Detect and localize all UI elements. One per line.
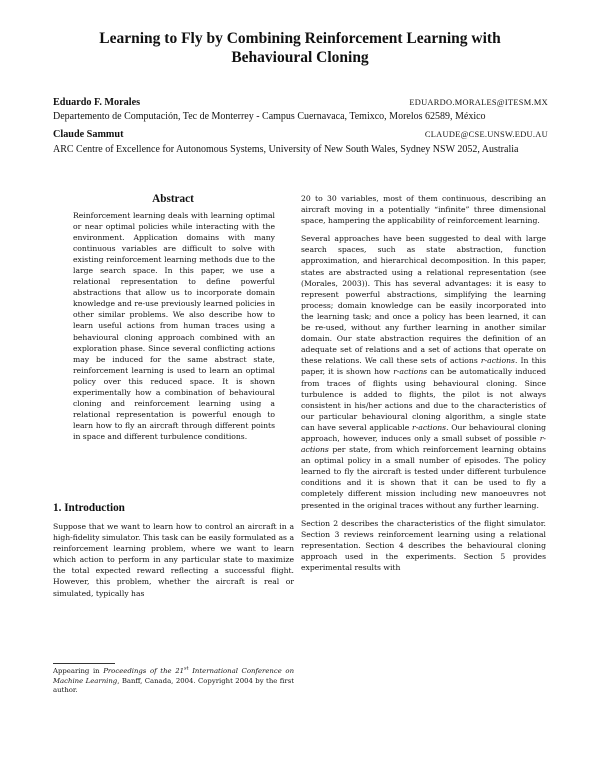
footnote-venue-pre: Proceedings of the 21 <box>103 667 184 675</box>
author-1-email: EDUARDO.MORALES@ITESM.MX <box>409 98 548 107</box>
paragraph-continuation: 20 to 30 variables, most of them continuous, describing an aircraft moving in a potentially “infinite” three dimensional space, hampering the applicability of reinforcement learning. <box>301 194 546 226</box>
author-2-line <box>53 129 548 143</box>
introduction-text: Suppose that we want to learn how to control an aircraft in a high-fidelity simulator. This task can be easily formulated as a reinforcement learning problem, where we want to learn which action to perform in any particular state to maximize the total expected reward reflecting a successful flight. However, this problem, whether the aircraft is real or simulated, typically has <box>53 522 294 598</box>
paragraph-approaches-part-e: per state, from which reinforcement learning obtains an optimal policy in a small number of episodes. The policy learned to fly the aircraft is tested under different turbulence conditions and it is shown that it can be used to fly a completely different mission including new manoeuvres not presented in the original traces without any further learning. <box>301 445 546 510</box>
paragraph-approaches-part-b: . In this paper, it is shown how <box>301 356 546 377</box>
footnote <box>53 667 294 696</box>
author-2-email: CLAUDE@CSE.UNSW.EDU.AU <box>424 130 548 139</box>
term-r-actions-3: r-actions <box>412 422 447 432</box>
author-2-name: Claude Sammut <box>53 129 124 140</box>
footnote-prefix: Appearing in <box>53 667 104 675</box>
footnote-venue-post: International Conference on Machine Learning <box>53 667 295 685</box>
author-1-affiliation: Departemento de Computación, Tec de Monterrey - Campus Cuernavaca, Temixco, Morelos 62589, México <box>53 111 486 122</box>
paragraph-approaches <box>301 233 546 510</box>
term-r-actions-4: r-actions <box>301 433 546 455</box>
paragraph-approaches-part-d: . Our behavioural cloning approach, however, induces only a small subset of possible <box>301 422 547 443</box>
right-column <box>301 193 546 580</box>
paragraph-approaches-part-a: Several approaches have been suggested to deal with large search spaces, such as state abstraction, function approximation, and hierarchical decomposition. In this paper, states are abstracted using a relational representation (see (Morales, 2003)). This has several advantages: it is easy to represent powerful abstractions, simplifying the learning process; domain knowledge can be easily incorporated into the learning task; and once a policy has been learned, it can be re-used, without any further learning in another similar domain. Our state abstraction requires the definition of an adequate set of relations and a set of actions that operate on these relations. We call these sets of actions <box>301 234 546 366</box>
paragraph-approaches-part-c: can be automatically induced from traces of flights using behavioural cloning. Since turbulence is added to flights, the pilot is not always consistent in his/her actions and due to the characteristics of our particular behavioural cloning algorithm, a single state can have several applicable <box>301 367 546 432</box>
author-1-name: Eduardo F. Morales <box>53 97 141 108</box>
paragraph-sections-overview: Section 2 describes the characteristics of the flight simulator. Section 3 reviews reinforcement learning using a relational representation. Section 4 describes the behavioural cloning approach used in the experiments. Section 5 provides experimental results with <box>301 518 546 572</box>
term-r-actions-2: r-actions <box>393 367 428 377</box>
footnote-venue-sup: st <box>184 665 189 672</box>
abstract-heading: Abstract <box>152 193 194 205</box>
author-2-affiliation: ARC Centre of Excellence for Autonomous Systems, University of New South Wales, Sydney NSW 2052, Australia <box>53 144 519 155</box>
introduction-heading: 1. Introduction <box>53 502 125 514</box>
paper-title: Learning to Fly by Combining Reinforcement Learning with Behavioural Cloning <box>99 30 501 66</box>
footnote-suffix: , Banff, Canada, 2004. Copyright 2004 by the first author. <box>53 676 294 695</box>
abstract-text: Reinforcement learning deals with learning optimal or near optimal policies while interacting with the environment. Application domains with many continuous variables are difficult to solve with existing reinforcement learning methods due to the large search space. In this paper, we use a relational representation to define powerful abstractions that allow us to incorporate domain knowledge and re-use previously learned policies in other similar problems. We also describe how to learn useful actions from human traces using a behavioural cloning approach combined with an exploration phase. Since several conflicting actions may be induced for the same abstract state, reinforcement learning is used to learn an optimal policy over this reduced space. It is shown experimentally how a combination of behavioural cloning and reinforcement learning using a relational representation is powerful enough to learn how to fly an aircraft through different points in space and different turbulence conditions. <box>73 211 275 441</box>
footnote-divider <box>53 663 115 664</box>
term-r-actions-1: r-actions <box>480 356 515 366</box>
author-1-line <box>53 97 548 111</box>
